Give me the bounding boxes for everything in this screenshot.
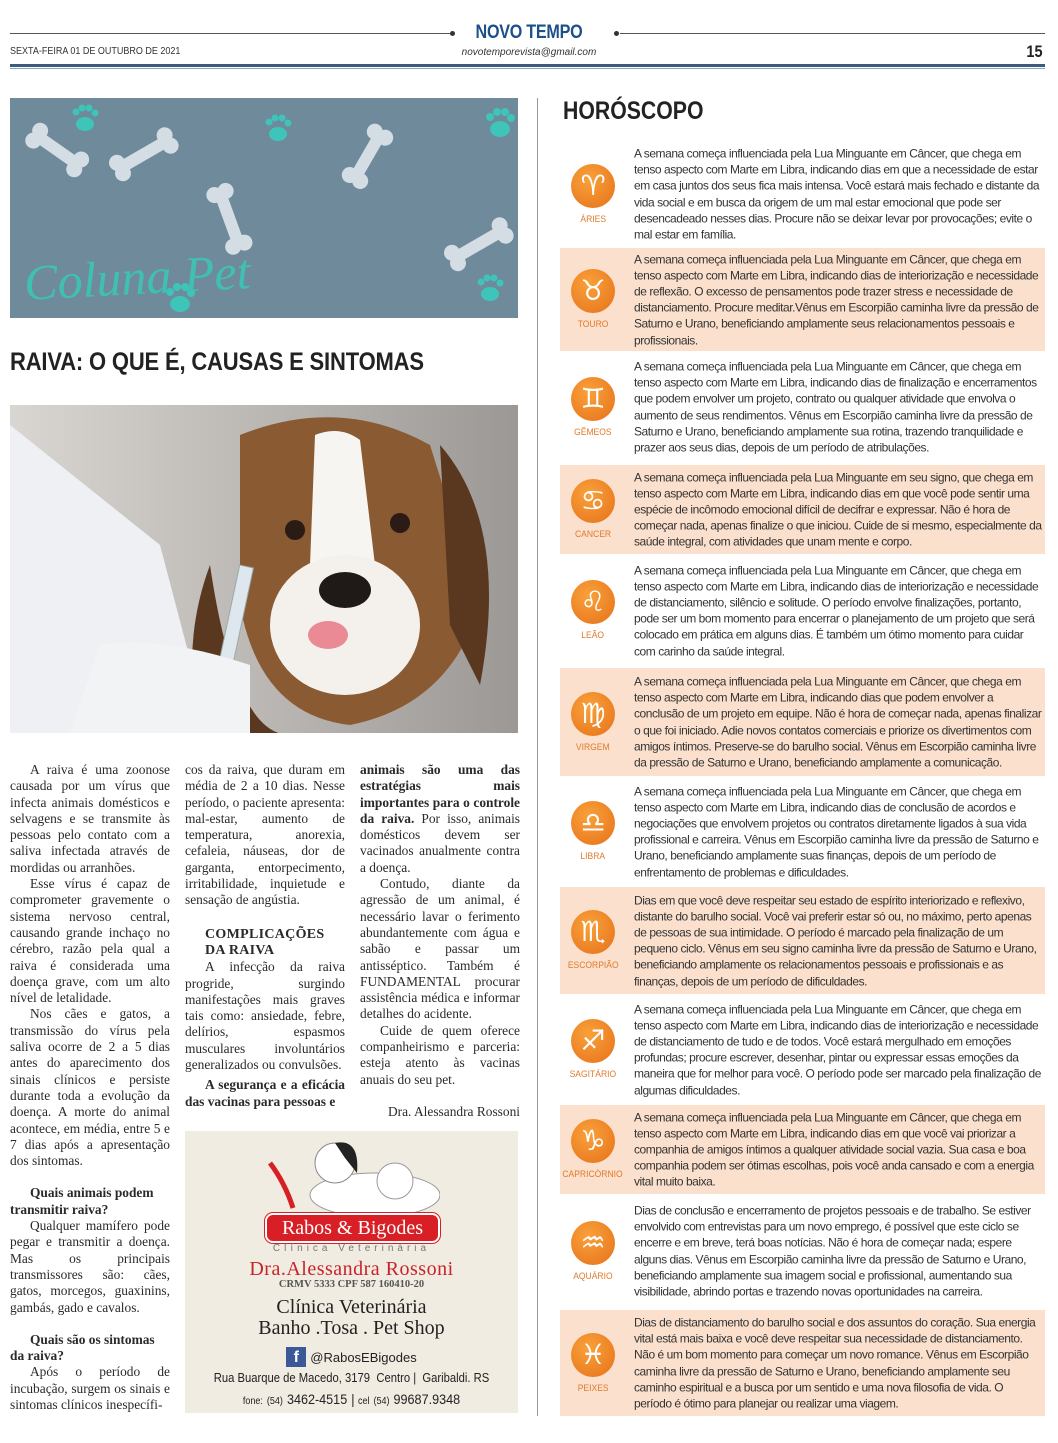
ad-line-2: Banho .Tosa . Pet Shop — [258, 1317, 445, 1339]
issue-date: SEXTA-FEIRA 01 DE OUTUBRO DE 2021 — [10, 46, 181, 57]
article-column-2 — [185, 762, 345, 1110]
sign-forecast: A semana começa influenciada pela Lua Minguante em Câncer, que chega em tenso aspecto com Marte em Libra, indicando dias de interiorização e necessidade de distanciamento de tudo e de todos. Você estará mergulhado em emoções profundas; procure escrever, desenhar, pintar ou expressar essas emoções da maneira que for melhor para você. O período pode ser marcado pela finalização de algumas dificuldades. — [634, 1001, 1041, 1097]
zodiac-icon: ♎ — [571, 801, 615, 845]
sign-icon-block — [560, 780, 626, 883]
clinic-logo: Rabos & Bigodes — [265, 1213, 440, 1243]
cel-area: (54) — [373, 1396, 390, 1407]
sign-name: CAPRICÓRNIO — [562, 1169, 624, 1180]
zodiac-icon: ♌ — [571, 580, 615, 624]
horoscope-sign-row — [560, 140, 1045, 248]
question-heading: Quais são os sintomas da raiva? — [10, 1331, 155, 1364]
horoscope-sign-row — [560, 780, 1045, 883]
banner-title: Coluna Pet — [22, 243, 252, 311]
zodiac-icon: ♐ — [571, 1019, 615, 1063]
header-divider — [10, 64, 1045, 67]
sign-forecast: A semana começa influenciada pela Lua Minguante em Câncer, que chega em tenso aspecto com Marte em Libra, indicando dias em que a necessidade de estar em casa juntos dos seus fica mais intensa. Você estará mais fechado e distante da vida social e em busca da origem de um mal estar emocional que pode ser desencadeado nesses dias. Procure não se deixar levar por provocações; evite o mal estar em família. — [634, 146, 1040, 242]
horoscope-sign-row — [560, 558, 1045, 663]
ad-line-1: Clínica Veterinária — [276, 1296, 427, 1318]
article-paragraph: Qualquer mamífero pode pegar e transmitir a doença. Mas os principais transmissores são: cães, gatos, morcegos, guaxinins, gambás, gado e cavalos. — [10, 1218, 170, 1315]
vet-clinic-advertisement — [185, 1131, 518, 1413]
sign-forecast: A semana começa influenciada pela Lua Minguante em Câncer, que chega em tenso aspecto com Marte em Libra, indicando dias de interiorização e necessidade de distanciamento, silêncio e solitude. O período envolve finalizações, portanto, pode ser um bom momento para encerrar o planejamento de um projeto que será colocado em prática em alguns dias. É também um ótimo momento para cuidar com carinho da saúde integral. — [634, 562, 1039, 658]
sign-icon-block — [560, 887, 626, 994]
sign-forecast: Dias em que você deve respeitar seu estado de espírito interiorizado e reflexivo, distante do barulho social. Você vai preferir estar só ou, no máximo, perto apenas de pessoas de sua intimidade. O período é marcado pela finalização de um pequeno ciclo. Vênus em seu signo caminha livre da pressão de Saturno e Urano, beneficiando amplamente os relacionamentos pessoais e profissionais e as finanças, depois de um período de dificuldades. — [634, 892, 1037, 988]
sign-name: GÊMEOS — [574, 426, 612, 438]
sign-forecast: A semana começa influenciada pela Lua Minguante em Câncer, que chega em tenso aspecto com Marte em Libra, indicando dias de conclusão de acordos e negociações que envolvem projetos ou contratos diretamente ligados à sua vida profissional e carreira. Vênus em Escorpião caminha livre da pressão de Saturno e Urano, beneficiando amplamente suas finanças, depois de um período de enfrentamento de problemas e dificuldades. — [634, 783, 1039, 879]
sign-name: LIBRA — [580, 851, 606, 862]
article-column-3 — [360, 762, 520, 1120]
clinic-phones: fone: (54) 3462-4515 | cel (54) 99687.9348 — [242, 1391, 461, 1407]
sign-icon-block — [560, 668, 626, 776]
article-text: Por isso, animais domésticos devem ser vacinados anualmente contra a doença. — [360, 810, 520, 875]
article-paragraph: Cuide de quem oferece companheirismo e parceria: esteja atento às vacinas anuais do seu pet. — [360, 1022, 520, 1087]
sign-name: CANCER — [574, 529, 612, 540]
article-paragraph: Contudo, diante da agressão de um animal, é necessário lavar o ferimento abundantemente com água e sabão e passar um antisséptico. Também é FUNDAMENTAL procurar assistência médica e informar detalhes do acidente. — [360, 876, 520, 1022]
sign-forecast: A semana começa influenciada pela Lua Minguante em seu signo, que chega em tenso aspecto com Marte em Libra, indicando dias em que você pode sentir uma espécie de incômodo emocional difícil de decifrar e expressar. Não é hora de começar nada, apenas finalize o que iniciou. Cuide de si mesmo, especialmente da saúde integral, com atividades que unam mente e corpo. — [634, 469, 1042, 549]
horoscope-sign-row — [560, 1198, 1045, 1304]
sign-forecast: A semana começa influenciada pela Lua Minguante em Câncer, que chega em tenso aspecto com Marte em Libra, indicando dias de interiorização e necessidade de reflexão. O excesso de pensamentos pode trazer stress e necessidade de distanciamento. Procure meditar.Vênus em Escorpião caminha livre da pressão de Saturno e Urano, beneficiando amplamente seus relacionamentos pessoais e profissionais. — [634, 251, 1039, 347]
sign-forecast: Dias de distanciamento do barulho social e dos assuntos do coração. Sua energia vital está mais baixa e você deve respeitar sua necessidade de distanciamento. Não é um bom momento para começar um novo romance. Vênus em Escorpião caminha livre da pressão de Saturno e Urano, beneficiando amplamente seu caminho espiritual e a busca por um sentido e uma nova filosofia de vida. O período é ótimo para planejar ou realizar uma viagem. — [634, 1315, 1036, 1411]
horoscope-sign-row — [560, 355, 1045, 459]
horoscope-sign-row — [560, 1310, 1045, 1416]
article-signature: Dra. Alessandra Rossoni — [387, 1103, 520, 1119]
sign-name: TOURO — [577, 319, 609, 330]
zodiac-icon: ♓ — [571, 1333, 615, 1377]
article-paragraph: Esse vírus é capaz de comprometer gravemente o sistema nervoso central, causando grande inchaço no cérebro, razão pela qual a raiva é considerada uma doença grave, com um alto nível de letalidade. — [10, 876, 170, 1006]
clinic-address: Rua Buarque de Macedo, 3179 Centro | Garibaldi. RS — [213, 1371, 490, 1385]
header-divider — [10, 68, 1045, 69]
horoscope-sign-row — [560, 465, 1045, 554]
article-paragraph: cos da raiva, que duram em média de 2 a 10 dias. Nesse período, o paciente apresenta: mal-estar, aumento de temperatura, anorexia, cefaleia, náuseas, dor de garganta, entorpecimento, irritabilidade, inquietude e sensação de angústia. — [185, 762, 345, 908]
horoscope-title: HORÓSCOPO — [563, 97, 704, 125]
sign-icon-block — [560, 1198, 626, 1304]
phone-number: 3462-4515 — [286, 1391, 348, 1407]
subheading: COMPLICAÇÕES DA RAIVA — [205, 926, 325, 958]
horoscope-sign-row — [560, 668, 1045, 776]
doctor-registry: CRMV 5333 CPF 587 160410-20 — [278, 1279, 425, 1290]
zodiac-icon: ♉ — [571, 269, 615, 313]
zodiac-icon: ♍ — [571, 692, 615, 736]
sign-icon-block — [560, 1105, 626, 1194]
sign-icon-block — [560, 140, 626, 248]
sign-name: PEIXES — [577, 1382, 609, 1394]
sign-forecast: A semana começa influenciada pela Lua Minguante em Câncer, que chega em tenso aspecto com Marte em Libra, indicando dias que podem envolver a conclusão de um projeto em equipe. Não é hora de começar nada, apenas finalizar o que foi iniciado. Adie novos contatos comerciais e priorize os divertimentos com amigos íntimos. Preserve-se do barulho social. Vênus em Escorpião caminha livre da pressão de Saturno e Urano, beneficiando amplamente a comunicação. — [634, 674, 1042, 770]
horoscope-sign-row — [560, 887, 1045, 994]
newspaper-brand: NOVO TEMPO — [475, 22, 583, 43]
article-paragraph: A infecção da raiva progride, surgindo manifestações mais graves tais como: ansiedade, febre, delírios, espasmos musculares involuntários generalizados ou convulsões. — [185, 959, 345, 1073]
cel-label: cel — [357, 1396, 370, 1407]
clinic-logo-subtitle: Clínica Veterinária — [272, 1243, 431, 1254]
zodiac-icon: ♊ — [571, 377, 615, 421]
sign-icon-block — [560, 248, 626, 351]
sign-icon-block — [560, 355, 626, 459]
coluna-pet-banner — [10, 98, 518, 318]
sign-icon-block — [560, 1310, 626, 1416]
doctor-name: Dra.Alessandra Rossoni — [249, 1258, 454, 1280]
sign-name: LEÃO — [581, 630, 605, 641]
horoscope-sign-row — [560, 248, 1045, 351]
article-paragraph: A raiva é uma zoonose causada por um vírus que infecta animais domésticos e selvagens e se transmite às pessoas pelo contato com a saliva infectada através de mordidas ou arranhões. — [10, 762, 170, 875]
sign-name: SAGITÁRIO — [569, 1069, 617, 1080]
article-bold-text: animais são uma das estratégias mais importantes para o controle da raiva. — [360, 762, 520, 826]
facebook-handle: @RabosEBigodes — [310, 1349, 417, 1365]
sign-name: VIRGEM — [576, 741, 610, 753]
zodiac-icon: ♏ — [571, 910, 615, 954]
sign-name: ESCORPIÃO — [567, 960, 619, 971]
dog-cat-illustration — [265, 1133, 440, 1215]
horoscope-sign-row — [560, 1105, 1045, 1194]
zodiac-icon: ♒ — [571, 1221, 615, 1265]
phone-label: fone: — [242, 1396, 263, 1407]
zodiac-icon: ♋ — [571, 479, 615, 523]
article-headline: RAIVA: O QUE É, CAUSAS E SINTOMAS — [10, 348, 424, 376]
phone-area: (54) — [266, 1396, 283, 1407]
article-paragraph: Após o período de incubação, surgem os sinais e sintomas clínicos inespecífi- — [10, 1364, 170, 1412]
column-divider — [537, 98, 538, 1416]
article-paragraph: Nos cães e gatos, a transmissão do vírus pela saliva ocorre de 2 a 5 dias antes do aparecimento dos sinais clínicos e persiste durante toda a evolução da doença. A morte do animal acontece, em média, entre 5 e 7 dias após a apresentação dos sintomas. — [10, 1006, 170, 1169]
sign-forecast: A semana começa influenciada pela Lua Minguante em Câncer, que chega em tenso aspecto com Marte em Libra, indicando dias em que você vai priorizar a companhia de amigos íntimos a qualquer atividade social vazia. Sua casa e boa companhia podem ser ótimas escolhas, pois você anda cansado e com a energia vital muito baixa. — [634, 1109, 1034, 1189]
sign-name: AQUÁRIO — [573, 1270, 613, 1282]
article-photo-dog-vaccine — [10, 405, 518, 733]
sign-icon-block — [560, 998, 626, 1101]
facebook-handle-row[interactable] — [185, 1347, 518, 1367]
contact-email[interactable]: novotemporevista@gmail.com — [461, 47, 597, 58]
zodiac-icon: ♈ — [571, 164, 615, 208]
question-heading: Quais animais podem transmitir raiva? — [10, 1185, 154, 1217]
page-number: 15 — [1026, 42, 1043, 61]
facebook-icon: f — [286, 1347, 306, 1367]
sign-forecast: Dias de conclusão e encerramento de projetos pessoais e de trabalho. Se estiver envolvido com entrevistas para um novo emprego, é possível que este ciclo se encerre e em breve, terá boas notícias. Não é hora de começar nada; espere alguns dias. Vênus em Escorpião caminha livre da pressão de Saturno e Urano, beneficiando amplamente sua imagem social e profissional, aumentando sua visibilidade, abrindo portas e trazendo novas oportunidades na carreira. — [634, 1203, 1031, 1299]
sign-name: ÁRIES — [580, 213, 606, 225]
zodiac-icon: ♑ — [571, 1119, 615, 1163]
sign-forecast: A semana começa influenciada pela Lua Minguante em Câncer, que chega em tenso aspecto com Marte em Libra, indicando dias de finalização e encerramentos que podem envolver um projeto, contrato ou qualquer atividade que envolva o aumento de seus rendimentos. Vênus em Escorpião caminha livre da pressão de Saturno e Urano, beneficiando amplamente sua rotina, trazendo tranquilidade e prazer aos seus dias, depois de um período de atribulações. — [634, 359, 1037, 455]
horoscope-sign-row — [560, 998, 1045, 1101]
sign-icon-block — [560, 465, 626, 554]
sign-icon-block — [560, 558, 626, 663]
cel-number: 99687.9348 — [393, 1391, 461, 1407]
article-paragraph-bold: A segurança e a eficácia das vacinas para pessoas e — [185, 1077, 345, 1109]
article-column-1 — [10, 762, 170, 1413]
